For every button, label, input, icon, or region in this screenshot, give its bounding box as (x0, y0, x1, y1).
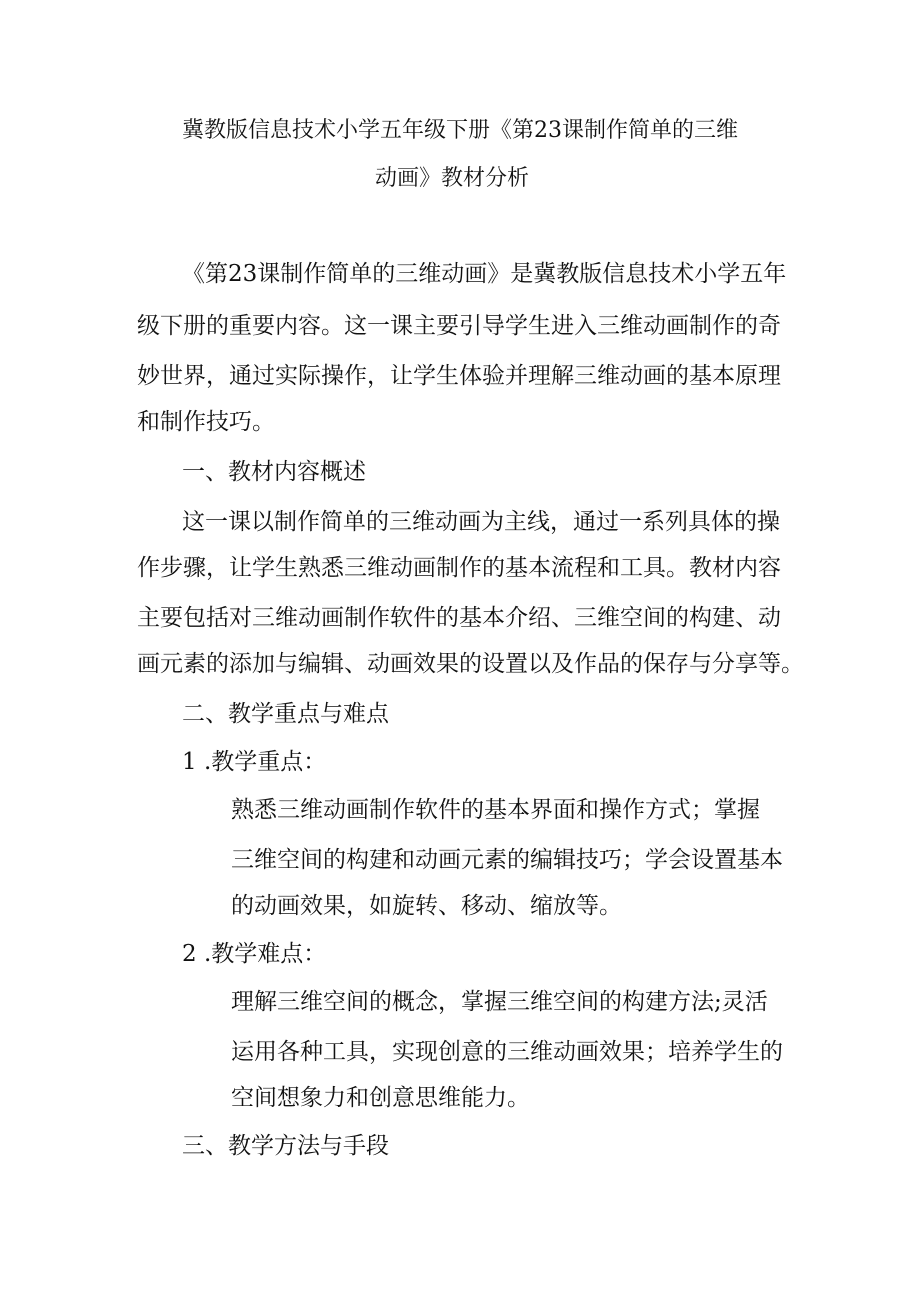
section-heading-2: 二、教学重点与难点 (182, 701, 389, 727)
section1-line-1: 这一课以制作简单的三维动画为主线，通过一系列具体的操 (182, 509, 780, 535)
section-heading-3: 三、教学方法与手段 (182, 1133, 389, 1159)
intro-line-4: 和制作技巧。 (137, 409, 275, 435)
document-title-line-1: 冀教版信息技术小学五年级下册《第23课制作简单的三维 (182, 118, 738, 143)
point1-line-2: 三维空间的构建和动画元素的编辑技巧；学会设置基本 (231, 847, 783, 873)
document-title-line-2: 动画》教材分析 (374, 166, 529, 191)
point1-line-1: 熟悉三维动画制作软件的基本界面和操作方式；掌握 (231, 797, 760, 823)
point1-line-3: 的动画效果，如旋转、移动、缩放等。 (231, 893, 622, 919)
intro-line-1: 《第23课制作简单的三维动画》是冀教版信息技术小学五年 (182, 261, 787, 287)
point2-heading: 2 .教学难点： (182, 941, 327, 967)
point2-line-1: 理解三维空间的概念，掌握三维空间的构建方法;灵活 (231, 989, 768, 1015)
intro-line-3: 妙世界，通过实际操作，让学生体验并理解三维动画的基本原理 (137, 363, 781, 389)
section-heading-1: 一、教材内容概述 (182, 459, 366, 485)
section1-line-4: 画元素的添加与编辑、动画效果的设置以及作品的保存与分享等。 (137, 651, 804, 677)
section1-line-2: 作步骤，让学生熟悉三维动画制作的基本流程和工具。教材内容 (137, 555, 781, 581)
point2-line-3: 空间想象力和创意思维能力。 (231, 1085, 530, 1111)
section1-line-3: 主要包括对三维动画制作软件的基本介绍、三维空间的构建、动 (137, 605, 781, 631)
point2-line-2: 运用各种工具，实现创意的三维动画效果；培养学生的 (231, 1039, 783, 1065)
point1-heading: 1 .教学重点： (182, 749, 327, 775)
intro-line-2: 级下册的重要内容。这一课主要引导学生进入三维动画制作的奇 (137, 313, 781, 339)
